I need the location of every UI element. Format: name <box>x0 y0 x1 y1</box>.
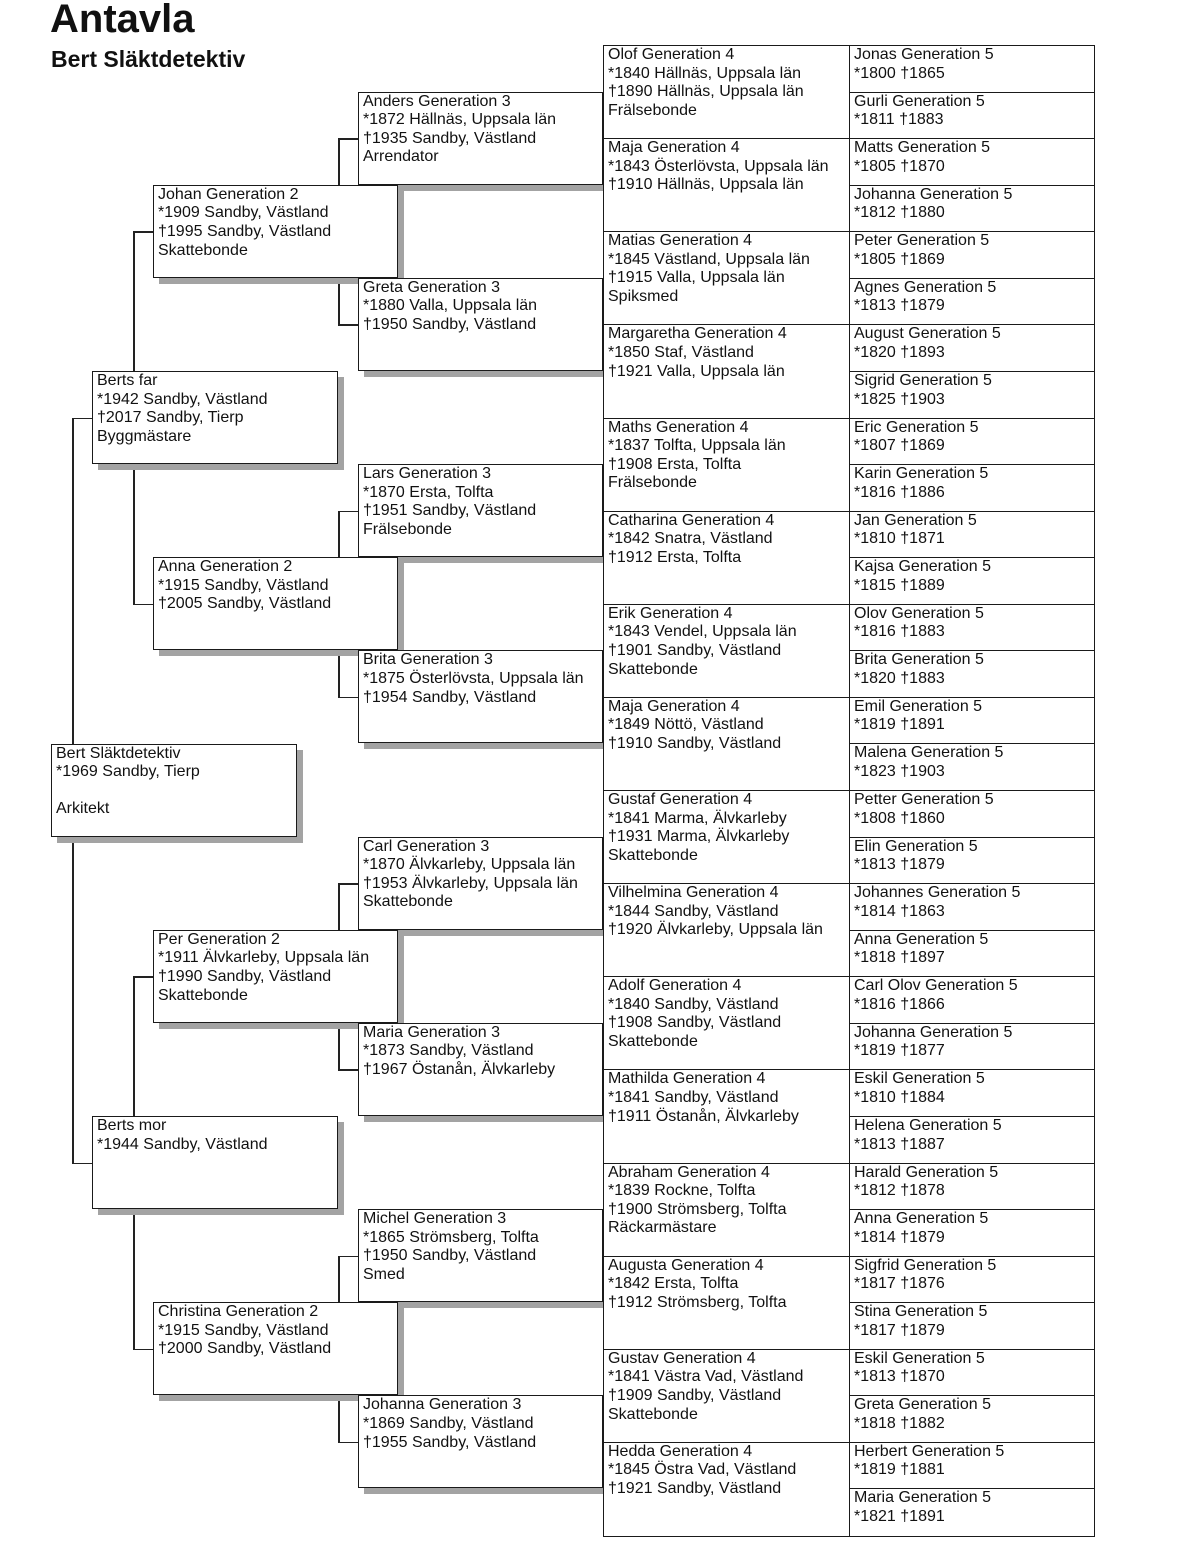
ancestor-box <box>153 557 398 650</box>
birth-death-years: *1817 †1879 <box>854 1321 945 1339</box>
occupation: Byggmästare <box>97 427 192 445</box>
connector-line <box>133 604 153 606</box>
person-name: Helena Generation 5 <box>854 1116 1002 1134</box>
ancestor-box <box>849 930 1095 978</box>
birth-death-years: *1813 †1879 <box>854 856 945 874</box>
birth-death-years: *1818 †1882 <box>854 1414 945 1432</box>
ancestor-box <box>849 604 1095 652</box>
person-name: Eskil Generation 5 <box>854 1070 985 1088</box>
person-name: Johanna Generation 5 <box>854 1023 1013 1041</box>
person-name: Emil Generation 5 <box>854 697 983 715</box>
ancestor-box <box>849 185 1095 233</box>
person-name: Johannes Generation 5 <box>854 884 1021 902</box>
person-name: Bert Släktdetektiv <box>56 744 181 762</box>
ancestor-box <box>358 650 603 743</box>
ancestor-box <box>849 976 1095 1024</box>
birth-info: *1840 Sandby, Västland <box>608 995 779 1013</box>
birth-info: *1944 Sandby, Västland <box>97 1135 268 1153</box>
birth-info: *1850 Staf, Västland <box>608 343 754 361</box>
birth-info: *1840 Hällnäs, Uppsala län <box>608 64 802 82</box>
death-info: †2000 Sandby, Västland <box>158 1340 332 1358</box>
death-info: †1909 Sandby, Västland <box>608 1386 782 1404</box>
occupation: Skattebonde <box>608 1033 698 1051</box>
birth-info: *1841 Sandby, Västland <box>608 1088 779 1106</box>
person-name: Michel Generation 3 <box>363 1210 507 1228</box>
ancestor-box <box>603 324 850 419</box>
birth-info: *1842 Ersta, Tolfta <box>608 1275 739 1293</box>
ancestor-box <box>603 1163 850 1258</box>
birth-info: *1839 Rockne, Tolfta <box>608 1182 756 1200</box>
death-info: †1990 Sandby, Västland <box>158 967 332 985</box>
birth-info: *1843 Vendel, Uppsala län <box>608 623 797 641</box>
person-name: Johan Generation 2 <box>158 185 299 203</box>
occupation: Smed <box>363 1265 405 1283</box>
ancestor-box <box>849 464 1095 512</box>
ancestor-box <box>849 92 1095 140</box>
person-name: Gustav Generation 4 <box>608 1349 756 1367</box>
person-name: Jonas Generation 5 <box>854 46 994 63</box>
death-info: †1935 Sandby, Västland <box>363 129 537 147</box>
ancestor-box <box>153 930 398 1023</box>
person-name: Christina Generation 2 <box>158 1303 319 1321</box>
occupation: Frälsebonde <box>363 520 452 538</box>
death-info: †1920 Älvkarleby, Uppsala län <box>608 921 823 939</box>
person-name: Mathilda Generation 4 <box>608 1070 766 1088</box>
death-info: †1915 Valla, Uppsala län <box>608 269 785 287</box>
birth-info: *1911 Älvkarleby, Uppsala län <box>158 949 370 967</box>
ancestor-box <box>849 650 1095 698</box>
person-name: Gurli Generation 5 <box>854 92 985 110</box>
person-name: Hedda Generation 4 <box>608 1442 753 1460</box>
birth-death-years: *1825 †1903 <box>854 390 945 408</box>
birth-death-years: *1813 †1879 <box>854 297 945 315</box>
birth-death-years: *1823 †1903 <box>854 763 945 781</box>
birth-info: *1872 Hällnäs, Uppsala län <box>363 111 557 129</box>
person-name: Adolf Generation 4 <box>608 977 742 995</box>
connector-line <box>338 1256 358 1258</box>
birth-death-years: *1805 †1869 <box>854 250 945 268</box>
person-name: Malena Generation 5 <box>854 744 1004 762</box>
ancestor-box <box>849 418 1095 466</box>
connector-line <box>338 324 358 326</box>
person-name: Maria Generation 3 <box>363 1023 500 1041</box>
birth-death-years: *1820 †1883 <box>854 669 945 687</box>
ancestor-box <box>849 557 1095 605</box>
person-name: Herbert Generation 5 <box>854 1442 1005 1460</box>
birth-death-years: *1807 †1869 <box>854 437 945 455</box>
person-name: Erik Generation 4 <box>608 604 733 622</box>
birth-death-years: *1814 †1879 <box>854 1228 945 1246</box>
death-info: †1950 Sandby, Västland <box>363 1247 537 1265</box>
connector-line <box>133 976 153 978</box>
person-name: Anna Generation 2 <box>158 558 293 576</box>
ancestor-box <box>849 883 1095 931</box>
ancestor-box <box>358 92 603 185</box>
death-info: †1908 Ersta, Tolfta <box>608 455 742 473</box>
birth-info: *1909 Sandby, Västland <box>158 204 329 222</box>
death-info: †1900 Strömsberg, Tolfta <box>608 1200 787 1218</box>
birth-death-years: *1811 †1883 <box>854 111 944 129</box>
person-name: Anna Generation 5 <box>854 930 989 948</box>
person-name: Greta Generation 5 <box>854 1396 991 1414</box>
birth-death-years: *1816 †1883 <box>854 623 945 641</box>
occupation: Skattebonde <box>363 893 453 911</box>
ancestor-box <box>849 511 1095 559</box>
person-name: Matts Generation 5 <box>854 139 991 157</box>
person-name: Stina Generation 5 <box>854 1303 988 1321</box>
birth-info: *1870 Älvkarleby, Uppsala län <box>363 856 576 874</box>
ancestor-box <box>603 1442 850 1537</box>
ancestor-box <box>603 511 850 606</box>
death-info: †1908 Sandby, Västland <box>608 1014 782 1032</box>
birth-info: *1842 Snatra, Västland <box>608 530 773 548</box>
birth-info: *1875 Österlövsta, Uppsala län <box>363 669 584 687</box>
death-info: †1912 Strömsberg, Tolfta <box>608 1293 787 1311</box>
birth-death-years: *1819 †1877 <box>854 1042 945 1060</box>
person-name: Margaretha Generation 4 <box>608 325 787 343</box>
connector-line <box>72 418 92 420</box>
birth-info: *1841 Marma, Älvkarleby <box>608 809 787 827</box>
ancestor-box <box>849 1209 1095 1257</box>
ancestor-box <box>849 1488 1095 1536</box>
ancestor-box <box>849 1442 1095 1490</box>
person-name: Agnes Generation 5 <box>854 278 997 296</box>
person-name: Olov Generation 5 <box>854 604 984 622</box>
birth-death-years: *1817 †1876 <box>854 1275 945 1293</box>
occupation: Skattebonde <box>158 241 248 259</box>
ancestor-box <box>849 138 1095 186</box>
occupation: Arrendator <box>363 148 439 166</box>
birth-info: *1845 Östra Vad, Västland <box>608 1461 797 1479</box>
birth-info: *1849 Nöttö, Västland <box>608 716 764 734</box>
connector-line <box>72 1163 92 1165</box>
person-name: Olof Generation 4 <box>608 46 735 63</box>
occupation: Skattebonde <box>608 660 698 678</box>
person-name: Maja Generation 4 <box>608 139 740 157</box>
birth-death-years: *1818 †1897 <box>854 949 945 967</box>
birth-info: *1844 Sandby, Västland <box>608 902 779 920</box>
ancestor-box <box>603 604 850 699</box>
occupation: Spiksmed <box>608 288 679 306</box>
ancestor-box <box>849 1116 1095 1164</box>
person-name: Kajsa Generation 5 <box>854 558 991 576</box>
ancestor-box <box>153 1302 398 1395</box>
page-title: Antavla <box>50 0 195 41</box>
birth-death-years: *1805 †1870 <box>854 157 945 175</box>
ancestor-box <box>849 278 1095 326</box>
death-info: †1910 Sandby, Västland <box>608 735 782 753</box>
death-info: †1921 Sandby, Västland <box>608 1480 782 1498</box>
person-name: Maths Generation 4 <box>608 418 749 436</box>
ancestor-box <box>358 1395 603 1488</box>
ancestor-box <box>603 976 850 1071</box>
person-name: Eric Generation 5 <box>854 418 979 436</box>
person-name: Carl Olov Generation 5 <box>854 977 1018 995</box>
ancestor-box <box>849 1302 1095 1350</box>
person-name: Karin Generation 5 <box>854 465 989 483</box>
occupation: Frälsebonde <box>608 101 697 119</box>
person-name: Maria Generation 5 <box>854 1489 991 1507</box>
death-info: †1954 Sandby, Västland <box>363 688 537 706</box>
death-info: †1921 Valla, Uppsala län <box>608 362 785 380</box>
death-info: †1931 Marma, Älvkarleby <box>608 828 790 846</box>
birth-death-years: *1816 †1886 <box>854 483 945 501</box>
person-name: Per Generation 2 <box>158 930 280 948</box>
person-name: Anders Generation 3 <box>363 92 511 110</box>
ancestor-box <box>358 1023 603 1116</box>
occupation: Frälsebonde <box>608 474 697 492</box>
death-info: †1951 Sandby, Västland <box>363 502 537 520</box>
death-info: †1967 Östanån, Älvkarleby <box>363 1061 556 1079</box>
ancestor-box <box>849 837 1095 885</box>
birth-death-years: *1815 †1889 <box>854 576 945 594</box>
ancestor-box <box>153 185 398 278</box>
ancestor-box <box>51 744 297 837</box>
connector-line <box>338 1069 358 1071</box>
birth-info: *1880 Valla, Uppsala län <box>363 297 538 315</box>
birth-info: *1837 Tolfta, Uppsala län <box>608 437 786 455</box>
ancestor-box <box>358 837 603 930</box>
death-info <box>56 782 296 801</box>
connector-line <box>338 883 358 885</box>
ancestor-box <box>603 1349 850 1444</box>
birth-info: *1969 Sandby, Tierp <box>56 763 200 781</box>
occupation: Räckarmästare <box>608 1219 717 1237</box>
person-name: Greta Generation 3 <box>363 278 500 296</box>
ancestor-box <box>358 278 603 371</box>
ancestor-box <box>603 790 850 885</box>
person-name: Harald Generation 5 <box>854 1163 999 1181</box>
connector-line <box>133 1349 153 1351</box>
birth-death-years: *1820 †1893 <box>854 343 945 361</box>
person-name: August Generation 5 <box>854 325 1001 343</box>
ancestor-box <box>92 1116 338 1209</box>
ancestor-box <box>603 1256 850 1351</box>
person-name: Gustaf Generation 4 <box>608 791 753 808</box>
ancestor-box <box>849 1163 1095 1211</box>
ancestor-box <box>849 45 1095 93</box>
ancestor-box <box>849 371 1095 419</box>
birth-info: *1869 Sandby, Västland <box>363 1414 534 1432</box>
birth-info: *1942 Sandby, Västland <box>97 390 268 408</box>
death-info: †1901 Sandby, Västland <box>608 641 782 659</box>
death-info: †1995 Sandby, Västland <box>158 222 332 240</box>
person-name: Jan Generation 5 <box>854 511 977 529</box>
occupation: Arkitekt <box>56 800 110 818</box>
birth-death-years: *1816 †1866 <box>854 995 945 1013</box>
person-name: Berts mor <box>97 1117 167 1134</box>
connector-line <box>133 231 153 233</box>
person-name: Berts far <box>97 372 158 389</box>
death-info: †2005 Sandby, Västland <box>158 595 332 613</box>
connector-line <box>338 138 358 140</box>
person-name: Peter Generation 5 <box>854 232 990 250</box>
occupation: Skattebonde <box>608 846 698 864</box>
person-name: Maja Generation 4 <box>608 697 740 715</box>
ancestor-box <box>849 1069 1095 1117</box>
birth-info: *1870 Ersta, Tolfta <box>363 483 494 501</box>
person-name: Petter Generation 5 <box>854 791 994 808</box>
death-info: †1953 Älvkarleby, Uppsala län <box>363 874 578 892</box>
person-name: Anna Generation 5 <box>854 1210 989 1228</box>
death-info: †1910 Hällnäs, Uppsala län <box>608 176 804 194</box>
person-name: Sigrid Generation 5 <box>854 371 992 389</box>
person-name: Abraham Generation 4 <box>608 1163 770 1181</box>
ancestor-box <box>849 743 1095 791</box>
ancestor-box <box>603 697 850 792</box>
birth-info: *1915 Sandby, Västland <box>158 576 329 594</box>
ancestor-box <box>92 371 338 464</box>
ancestor-box <box>358 464 603 557</box>
death-info: †1911 Östanån, Älvkarleby <box>608 1107 799 1125</box>
occupation: Skattebonde <box>158 986 248 1004</box>
person-name: Eskil Generation 5 <box>854 1349 985 1367</box>
ancestor-box <box>358 1209 603 1302</box>
page-subtitle: Bert Släktdetektiv <box>51 46 246 72</box>
birth-info: *1873 Sandby, Västland <box>363 1042 534 1060</box>
person-name: Matias Generation 4 <box>608 232 753 250</box>
person-name: Brita Generation 3 <box>363 651 493 669</box>
death-info <box>97 1154 337 1173</box>
ancestor-box <box>849 324 1095 372</box>
death-info: †1890 Hällnäs, Uppsala län <box>608 83 804 101</box>
occupation: Skattebonde <box>608 1405 698 1423</box>
birth-death-years: *1813 †1887 <box>854 1135 945 1153</box>
birth-info: *1915 Sandby, Västland <box>158 1321 329 1339</box>
death-info: †1955 Sandby, Västland <box>363 1433 537 1451</box>
ancestor-box <box>849 1023 1095 1071</box>
birth-info: *1845 Västland, Uppsala län <box>608 250 810 268</box>
ancestor-box <box>603 138 850 233</box>
ancestor-box <box>603 883 850 978</box>
person-name: Sigfrid Generation 5 <box>854 1256 997 1274</box>
death-info: †1912 Ersta, Tolfta <box>608 548 742 566</box>
ancestor-box <box>603 231 850 326</box>
person-name: Johanna Generation 5 <box>854 185 1013 203</box>
person-name: Lars Generation 3 <box>363 465 492 483</box>
ancestor-box <box>849 697 1095 745</box>
connector-line <box>338 1442 358 1444</box>
birth-death-years: *1819 †1881 <box>854 1461 945 1479</box>
birth-info: *1841 Västra Vad, Västland <box>608 1368 804 1386</box>
ancestor-box <box>603 418 850 513</box>
connector-line <box>338 697 358 699</box>
birth-death-years: *1821 †1891 <box>854 1508 945 1526</box>
ancestor-box <box>603 1069 850 1164</box>
birth-death-years: *1810 †1884 <box>854 1088 945 1106</box>
person-name: Vilhelmina Generation 4 <box>608 884 779 902</box>
birth-death-years: *1800 †1865 <box>854 64 945 82</box>
birth-info: *1843 Österlövsta, Uppsala län <box>608 157 829 175</box>
death-info: †1950 Sandby, Västland <box>363 316 537 334</box>
ancestor-box <box>849 790 1095 838</box>
birth-death-years: *1810 †1871 <box>854 530 945 548</box>
birth-death-years: *1814 †1863 <box>854 902 945 920</box>
ancestor-box <box>849 1349 1095 1397</box>
ancestor-box <box>849 1256 1095 1304</box>
birth-death-years: *1819 †1891 <box>854 716 945 734</box>
person-name: Johanna Generation 3 <box>363 1396 522 1414</box>
person-name: Elin Generation 5 <box>854 837 978 855</box>
ancestor-box <box>849 231 1095 279</box>
birth-death-years: *1812 †1878 <box>854 1182 945 1200</box>
connector-line <box>338 511 358 513</box>
death-info: †2017 Sandby, Tierp <box>97 409 244 427</box>
person-name: Brita Generation 5 <box>854 651 984 669</box>
ancestor-box <box>603 45 850 140</box>
birth-info: *1865 Strömsberg, Tolfta <box>363 1228 539 1246</box>
person-name: Augusta Generation 4 <box>608 1256 764 1274</box>
birth-death-years: *1813 †1870 <box>854 1368 945 1386</box>
person-name: Carl Generation 3 <box>363 837 490 855</box>
birth-death-years: *1808 †1860 <box>854 809 945 827</box>
birth-death-years: *1812 †1880 <box>854 204 945 222</box>
person-name: Catharina Generation 4 <box>608 511 775 529</box>
ancestor-box <box>849 1395 1095 1443</box>
